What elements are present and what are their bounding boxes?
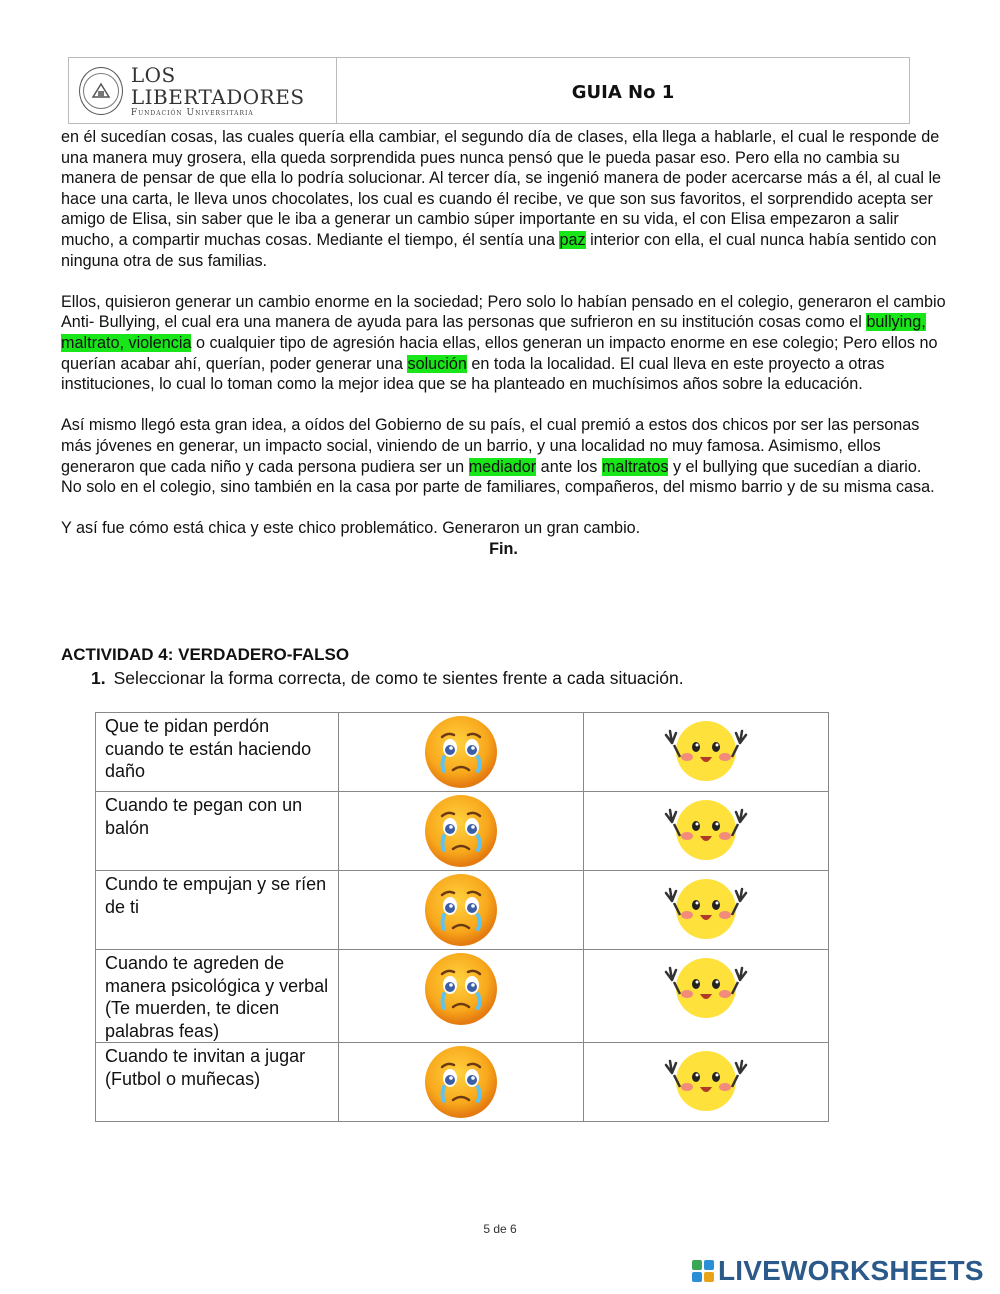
- happy-cheering-face-icon[interactable]: [584, 871, 828, 943]
- happy-option-cell[interactable]: [584, 950, 829, 1043]
- situation-text: Cuando te pegan con un balón: [96, 792, 339, 871]
- situation-row: [96, 713, 829, 792]
- paragraph-3: Así mismo llegó esta gran idea, a oídos del Gobierno de su país, el cual premió a estos dos chicos por ser las personas más jóvenes en generar, un impacto social, viniendo de un barrio, y una localidad no muy famosa. Asimismo, ellos generaron que cada niño y cada persona pudiera ser un mediador ante los maltratos y el bullying que sucedían a diario. No solo en el colegio, sino también en la casa por parte de familiares, compañeros, del mismo barrio y de su misma casa.: [61, 416, 935, 497]
- story-text: [61, 127, 946, 580]
- sad-crying-face-icon[interactable]: [339, 1043, 583, 1121]
- document-header: [68, 57, 910, 124]
- sad-crying-face-icon[interactable]: [339, 713, 583, 791]
- happy-cheering-face-icon[interactable]: [584, 792, 828, 864]
- situation-text: Cuando te invitan a jugar (Futbol o muñecas): [96, 1043, 339, 1122]
- paragraph-2: Ellos, quisieron generar un cambio enorme en la sociedad; Pero solo lo habían pensado en el colegio, generaron el cambio Anti- Bullying, el cual era una manera de ayuda para las personas que sufrieron en su institución cosas como el bullying, maltrato, violencia o cualquier tipo de agresión hacia ellas, ellos generan un impacto enorme en ese colegio; Pero ellos no querían acabar ahí, querían, poder generar una solución en toda la localidad. El cual lleva en este proyecto a otras instituciones, lo cual lo toman como la mejor idea que se ha planteado en muchísimos años sobre la educación.: [61, 292, 946, 394]
- situations-table: [95, 712, 829, 1122]
- happy-cheering-face-icon[interactable]: [584, 950, 828, 1022]
- sad-option-cell[interactable]: [339, 871, 584, 950]
- situation-row: [96, 871, 829, 950]
- happy-option-cell[interactable]: [584, 871, 829, 950]
- paragraph-1: en él sucedían cosas, las cuales quería ella cambiar, el segundo día de clases, ella llega a hablarle, el cual le responde de una manera muy grosera, ella queda sorprendida pues nunca pensó que le pueda pasar eso. Pero ella no cambia su manera de pensar de que ella lo podría solucionar. Al tercer día, se ingenió manera de poder acercarse más a él, al cual le hace una carta, le lleva unos chocolates, los cual es cuando él recibe, ve que son sus favoritos, el sorprendido acepta ser amigo de Elisa, sin saber que le iba a generar un cambio súper importante en su vida, el con Elisa empezaron a salir mucho, a compartir muchas cosas. Mediante el tiempo, él sentía una paz interior con ella, el cual nunca había sentido con ninguna otra de sus familias.: [61, 128, 942, 270]
- logo-text: [131, 64, 336, 118]
- liveworksheets-brand: LIVEWORKSHEETS: [718, 1255, 984, 1286]
- page-number: 5 de 6: [483, 1222, 517, 1236]
- activity-instruction: 1. Seleccionar la forma correcta, de como te sientes frente a cada situación.: [91, 668, 684, 688]
- sad-option-cell[interactable]: [339, 950, 584, 1043]
- happy-option-cell[interactable]: [584, 1043, 829, 1122]
- liveworksheets-logo: [692, 1255, 984, 1287]
- highlight-paz: paz: [559, 230, 586, 249]
- liveworksheets-icon: [692, 1260, 714, 1282]
- logo-name: LOS LIBERTADORES: [130, 62, 305, 109]
- situation-row: [96, 1043, 829, 1122]
- sad-option-cell[interactable]: [339, 792, 584, 871]
- happy-cheering-face-icon[interactable]: [584, 713, 828, 785]
- university-seal-icon: [79, 67, 123, 115]
- highlight-solucion: solución: [407, 354, 467, 373]
- highlight-maltratos: maltratos: [601, 457, 669, 476]
- instruction-number: 1.: [91, 668, 106, 688]
- guide-title: GUIA No 1: [571, 82, 675, 103]
- activity-title: ACTIVIDAD 4: VERDADERO-FALSO: [61, 645, 350, 664]
- happy-option-cell[interactable]: [584, 713, 829, 792]
- situation-text: Que te pidan perdón cuando te están haciendo daño: [96, 713, 339, 792]
- paragraph-4: Y así fue cómo está chica y este chico problemático. Generaron un gran cambio.: [61, 519, 641, 538]
- sad-option-cell[interactable]: [339, 713, 584, 792]
- story-end: Fin.: [489, 539, 518, 558]
- highlight-bullying: bullying, maltrato, violencia: [61, 313, 926, 352]
- happy-option-cell[interactable]: [584, 792, 829, 871]
- logo-subtitle: Fundación Universitaria: [130, 107, 254, 118]
- logo-cell: [69, 58, 337, 123]
- situation-text: Cundo te empujan y se ríen de ti: [96, 871, 339, 950]
- situation-row: [96, 950, 829, 1043]
- sad-crying-face-icon[interactable]: [339, 950, 583, 1028]
- title-cell: [337, 58, 909, 123]
- highlight-mediador: mediador: [468, 457, 537, 476]
- happy-cheering-face-icon[interactable]: [584, 1043, 828, 1115]
- situation-text: Cuando te agreden de manera psicológica y verbal (Te muerden, te dicen palabras feas): [96, 950, 339, 1043]
- situation-row: [96, 792, 829, 871]
- sad-option-cell[interactable]: [339, 1043, 584, 1122]
- sad-crying-face-icon[interactable]: [339, 871, 583, 949]
- sad-crying-face-icon[interactable]: [339, 792, 583, 870]
